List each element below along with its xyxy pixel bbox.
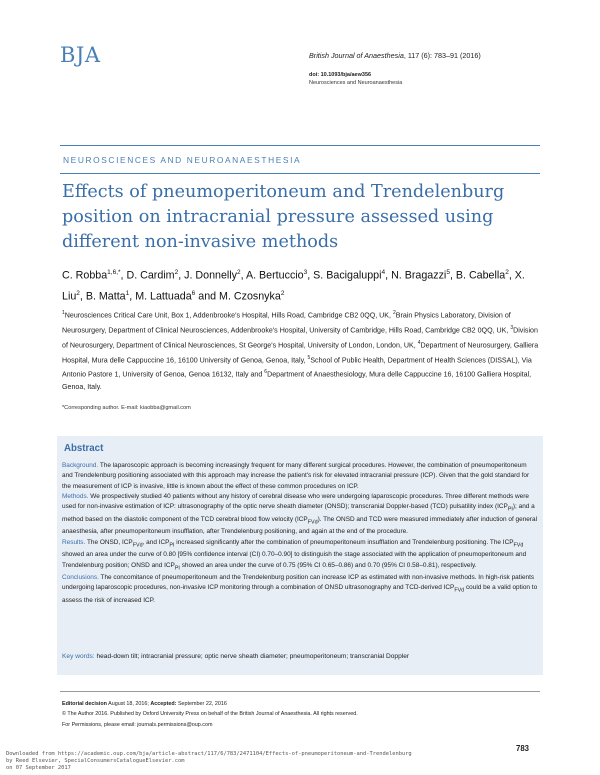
author[interactable]: C. Robba xyxy=(62,269,108,282)
affil-text: School of Public Health, Department of Health Sciences (DISSAL), Via Antonio Pastore 1, University of Genoa, Genoa 16132, Italy and xyxy=(62,355,532,379)
affil-number: 4 xyxy=(417,339,421,346)
author-affil-marker: 5 xyxy=(446,269,450,276)
author-affil-marker: 2 xyxy=(174,269,179,276)
keywords-label: Key words: xyxy=(62,653,95,660)
journal-citation xyxy=(309,51,481,60)
author-affil-marker: 1,6,* xyxy=(107,269,121,276)
permissions: For Permissions, please email: journals.permissions@oup.com xyxy=(62,721,213,728)
subscript: PI xyxy=(174,564,180,571)
author-affil-marker: 2 xyxy=(280,289,285,297)
subscript: PI xyxy=(507,506,513,513)
subscript: FVd xyxy=(307,519,318,526)
author-affil-marker: 3 xyxy=(303,269,308,276)
author-affil-marker: 4 xyxy=(381,269,386,276)
keywords-text: head-down tilt; intracranial pressure; optic nerve sheath diameter; pneumoperitoneum; transcranial Doppler xyxy=(94,653,410,660)
author[interactable]: and M. Czosnyka xyxy=(195,290,281,303)
author[interactable]: , X. Liu xyxy=(62,269,525,303)
conclusions-label: Conclusions. xyxy=(62,574,99,582)
abstract-heading: Abstract xyxy=(64,443,104,454)
abstract-body xyxy=(62,461,538,606)
article-title: Effects of pneumoperitoneum and Trendelenburg position on intracranial pressure assessed using different non-invasive methods xyxy=(62,182,505,252)
affil-number: 2 xyxy=(392,310,396,316)
banner-divider xyxy=(60,173,540,174)
subscript: PI xyxy=(169,541,175,548)
abstract-conclusions xyxy=(62,573,538,606)
copyright: © The Author 2016. Published by Oxford University Press on behalf of the British Journal of Anaesthesia. All rights reserved. xyxy=(62,711,358,718)
author-affil-marker: 2 xyxy=(237,269,241,276)
background-label: Background. xyxy=(62,462,99,469)
doi[interactable]: doi: 10.1093/bja/aew356 xyxy=(309,72,372,78)
download-line: by Reed Elsevier, SpecialConsumersCatalogueElsevier.com xyxy=(6,758,185,764)
author[interactable]: , S. Bacigaluppi xyxy=(307,269,382,282)
results-text: showed an area under the curve of 0.80 [95% confidence interval (CI) 0.70–0.90] to distinguish the stage associated with the application of pneumoperitoneum and Trendelenburg position; ONSD and ICP xyxy=(62,551,527,569)
methods-text: We prospectively studied 40 patients without any history of cerebral disease who were undergoing laparoscopic procedures. Three different methods were used for non-invasive estimation of ICP: ultrasonography of the optic nerve sheath diameter (ONSD); transcranial Doppler-based (TCD) pulsatility index (ICP xyxy=(62,492,529,511)
journal-logo: BJA xyxy=(60,43,101,67)
abstract-methods xyxy=(62,492,538,538)
affiliations xyxy=(62,307,540,394)
editorial-info xyxy=(62,699,540,730)
page-number: 783 xyxy=(516,744,530,753)
conclusions-text: The concomitance of pneumoperitoneum and the Trendelenburg position can increase ICP as estimated with non-invasive methods. In high-risk patients undergoing laparoscopic procedures, non-invasive ICP monitoring through a combination of ONSD ultrasonography and TCD-derived ICP xyxy=(62,574,535,592)
author[interactable]: , M. Lattuada xyxy=(129,290,192,303)
header-section: Neurosciences and Neuroanaesthesia xyxy=(309,80,403,86)
abstract-results xyxy=(62,538,538,573)
author-list xyxy=(62,264,542,305)
decision-date: August 18, 2016; xyxy=(106,701,151,707)
affil-number: 6 xyxy=(264,369,268,376)
subscript: FVd xyxy=(513,541,524,548)
author[interactable]: , N. Bragazzi xyxy=(385,269,447,282)
author[interactable]: , D. Cardim xyxy=(120,269,175,282)
keywords xyxy=(62,653,540,660)
results-text: The ONSD, ICP xyxy=(85,538,133,546)
accepted-date: September 22, 2016 xyxy=(176,701,227,707)
author-affil-marker: 2 xyxy=(76,289,80,297)
affil-number: 1 xyxy=(62,310,65,316)
affil-text: Brain Physics Laboratory, Division of Neurosurgery, Department of Clinical Neurosciences, Addenbrooke's Hospital, University of Cambridge, Hills Road, Cambridge CB2 0QQ, UK, xyxy=(62,311,511,335)
affil-number: 3 xyxy=(510,324,514,331)
author[interactable]: , B. Matta xyxy=(79,290,126,303)
affil-number: 5 xyxy=(307,354,311,361)
download-stamp xyxy=(6,751,412,772)
accepted-label: Accepted: xyxy=(150,701,177,707)
top-divider xyxy=(60,145,540,146)
results-text: showed an area under the curve of 0.75 (95% CI 0.65–0.86) and 0.70 (95% CI 0.58–0.81), respectively. xyxy=(179,561,477,569)
results-text: , and ICP xyxy=(142,538,170,546)
download-line: on 07 September 2017 xyxy=(6,765,71,771)
affil-text: Department of Neurosurgery, Galliera Hospital, Mura delle Cappuccine 16, 16100 University of Genoa, Genoa, Italy, xyxy=(62,341,539,364)
corresponding-author: *Corresponding author. E-mail: kiaobba@gmail.com xyxy=(62,405,191,411)
methods-text: ); and a method based on the diastolic component of the TCD cerebral blood flow velocity (ICP xyxy=(62,503,535,523)
affil-text: Department of Anaesthesiology, Mura delle Cappuccine 16, 16100 Galliera Hospital, Genoa, Italy. xyxy=(62,370,532,392)
author-affil-marker: 2 xyxy=(505,269,509,276)
author[interactable]: , A. Bertuccio xyxy=(240,269,304,282)
background-text: The laparoscopic approach is becoming increasingly frequent for many different surgical procedures. However, the combination of pneumoperitoneum and Trendelenburg positioning associated with this approach may increase the patient's risk for elevated intracranial pressure (ICP). Given that the gold standard for the measurement of ICP is invasive, little is known about the effect of these common procedures on ICP. xyxy=(62,462,530,490)
footer-divider xyxy=(60,691,540,692)
author[interactable]: , J. Donnelly xyxy=(178,269,238,282)
affil-text: Neurosciences Critical Care Unit, Box 1, Addenbrooke's Hospital, Hills Road, Cambridge CB2 0QQ, UK, xyxy=(64,311,393,320)
abstract-background xyxy=(62,461,538,492)
results-label: Results. xyxy=(62,538,86,546)
journal-name: British Journal of Anaesthesia xyxy=(309,51,404,60)
results-text: increased significantly after the combination of pneumoperitoneum insufflation and Trendelenburg positioning. The ICP xyxy=(174,538,514,546)
decision-label: Editorial decision xyxy=(62,701,107,707)
affil-text: Division of Neurosurgery, Department of Clinical Neurosciences, St George's Hospital, University of London, London, UK, xyxy=(62,326,538,350)
section-banner: NEUROSCIENCES AND NEUROANAESTHESIA xyxy=(63,155,302,165)
journal-volume-pages: , 117 (6): 783–91 (2016) xyxy=(403,51,481,60)
author-affil-marker: 1 xyxy=(125,289,130,297)
download-line[interactable]: Downloaded from https://academic.oup.com/bja/article-abstract/117/6/783/2471104/Effects-of-pneumoperitoneum-and-Trendelenburg xyxy=(6,751,412,757)
subscript: FVd xyxy=(454,587,465,594)
conclusions-text: could be a valid option to assess the risk of increased ICP. xyxy=(62,584,538,604)
methods-label: Methods. xyxy=(62,492,89,500)
methods-text: ). The ONSD and TCD were measured immediately after induction of general anaesthesia, after pneumoperitoneum insufflation, after Trendelenburg positioning, and again at the end of the procedure. xyxy=(62,515,538,536)
editorial-dates xyxy=(62,699,540,709)
author-affil-marker: 6 xyxy=(191,289,196,297)
author[interactable]: , B. Cabella xyxy=(449,269,506,282)
subscript: FVd xyxy=(132,541,143,548)
